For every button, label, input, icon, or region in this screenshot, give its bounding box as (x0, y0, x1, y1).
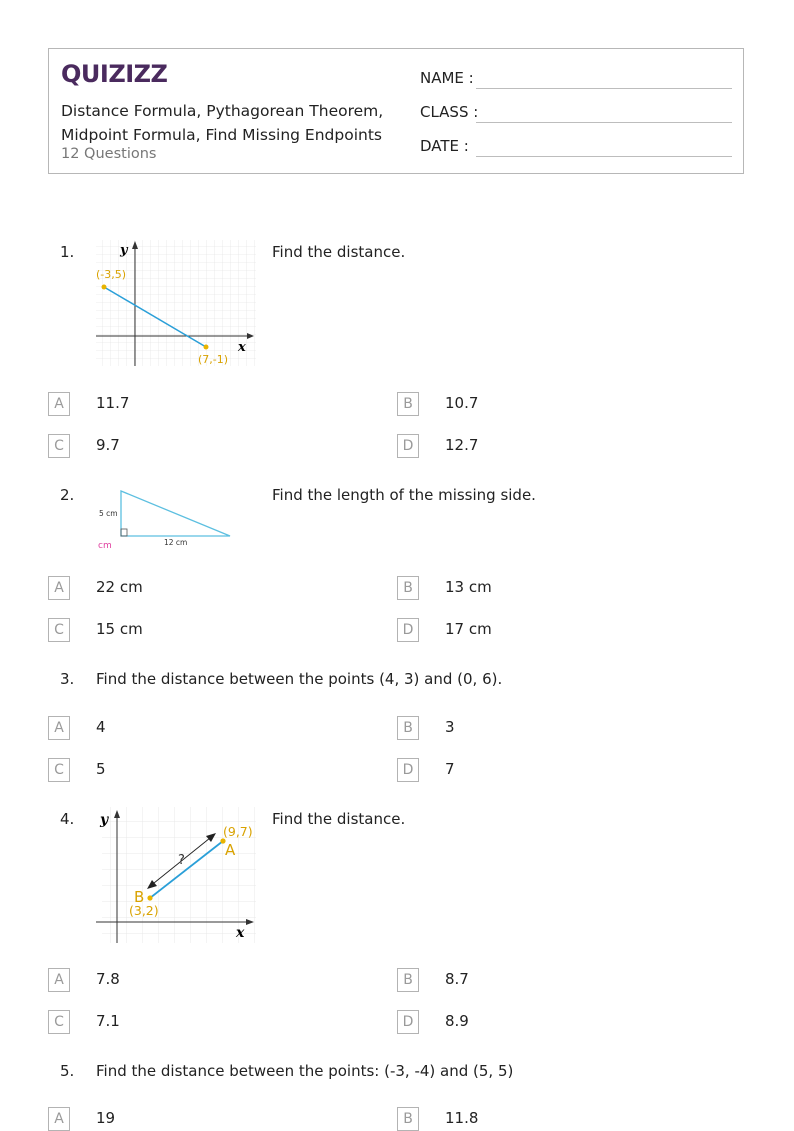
question-number: 1. (60, 243, 75, 261)
point-b (204, 345, 209, 350)
triangle (121, 491, 230, 536)
option-value: 11.7 (96, 394, 130, 412)
point-a-label: (-3,5) (96, 268, 127, 281)
option-value: 11.8 (445, 1109, 479, 1127)
x-axis-label: x (238, 340, 246, 355)
name-line[interactable] (476, 88, 732, 89)
option-value: 19 (96, 1109, 116, 1127)
point-b-label: (7,-1) (198, 353, 229, 366)
option-value: 17 cm (445, 620, 492, 638)
option-value: 3 (445, 718, 455, 736)
svg-text:QUIZIZZ: QUIZIZZ (61, 60, 168, 88)
option-letter-box[interactable]: D (397, 758, 419, 782)
option-letter-box[interactable]: D (397, 618, 419, 642)
point-b-coord: (3,2) (129, 903, 159, 918)
question-text: Find the distance between the points: (-3, -4) and (5, 5) (96, 1062, 514, 1080)
question-count: 12 Questions (61, 146, 157, 162)
point-a (102, 285, 107, 290)
question-text: Find the distance. (272, 243, 406, 261)
question-text: Find the distance between the points (4, 3) and (0, 6). (96, 670, 503, 688)
date-label: DATE : (420, 137, 469, 155)
option-letter-box[interactable]: B (397, 968, 419, 992)
option-value: 12.7 (445, 436, 479, 454)
point-a-coord: (9,7) (223, 824, 253, 839)
option-letter-box[interactable]: A (48, 576, 70, 600)
class-line[interactable] (476, 122, 732, 123)
option-letter-box[interactable]: C (48, 1010, 70, 1034)
option-letter-box[interactable]: A (48, 392, 70, 416)
option-letter-box[interactable]: C (48, 618, 70, 642)
horizontal-side-label: 12 cm (164, 538, 188, 547)
class-label: CLASS : (420, 103, 479, 121)
option-letter-box[interactable]: B (397, 1107, 419, 1131)
q4-coordinate-graph (94, 805, 256, 945)
option-value: 13 cm (445, 578, 492, 596)
option-value: 8.9 (445, 1012, 469, 1030)
q1-coordinate-graph (94, 238, 256, 368)
option-letter-box[interactable]: C (48, 434, 70, 458)
point-b-label: B (134, 888, 145, 906)
point-a-label: A (225, 841, 236, 859)
worksheet-title: Distance Formula, Pythagorean Theorem, Midpoint Formula, Find Missing Endpoints (61, 102, 384, 144)
vertical-side-label: 5 cm (99, 509, 118, 518)
option-letter-box[interactable]: C (48, 758, 70, 782)
missing-side-unit: cm (98, 541, 112, 551)
name-label: NAME : (420, 69, 474, 87)
question-number: 3. (60, 670, 75, 688)
unknown-distance-label: ? (178, 853, 185, 868)
q2-right-triangle (94, 486, 236, 552)
option-letter-box[interactable]: D (397, 1010, 419, 1034)
option-value: 5 (96, 760, 106, 778)
option-letter-box[interactable]: B (397, 716, 419, 740)
question-number: 2. (60, 486, 75, 504)
date-line[interactable] (476, 156, 732, 157)
option-letter-box[interactable]: D (397, 434, 419, 458)
x-axis-label: x (236, 925, 245, 941)
quizizz-logo (61, 59, 168, 89)
option-value: 15 cm (96, 620, 143, 638)
option-value: 10.7 (445, 394, 479, 412)
option-value: 9.7 (96, 436, 120, 454)
option-value: 7.8 (96, 970, 120, 988)
y-axis-label: y (120, 243, 128, 258)
question-text: Find the distance. (272, 810, 406, 828)
right-angle-mark (121, 529, 127, 536)
option-value: 4 (96, 718, 106, 736)
option-letter-box[interactable]: A (48, 968, 70, 992)
point-b (147, 895, 152, 900)
y-axis-label: y (100, 812, 109, 828)
option-value: 7.1 (96, 1012, 120, 1030)
option-value: 7 (445, 760, 455, 778)
question-number: 5. (60, 1062, 75, 1080)
option-value: 8.7 (445, 970, 469, 988)
question-number: 4. (60, 810, 75, 828)
worksheet-header (48, 48, 744, 174)
option-letter-box[interactable]: A (48, 1107, 70, 1131)
option-letter-box[interactable]: B (397, 392, 419, 416)
option-value: 22 cm (96, 578, 143, 596)
option-letter-box[interactable]: A (48, 716, 70, 740)
option-letter-box[interactable]: B (397, 576, 419, 600)
question-text: Find the length of the missing side. (272, 486, 536, 504)
